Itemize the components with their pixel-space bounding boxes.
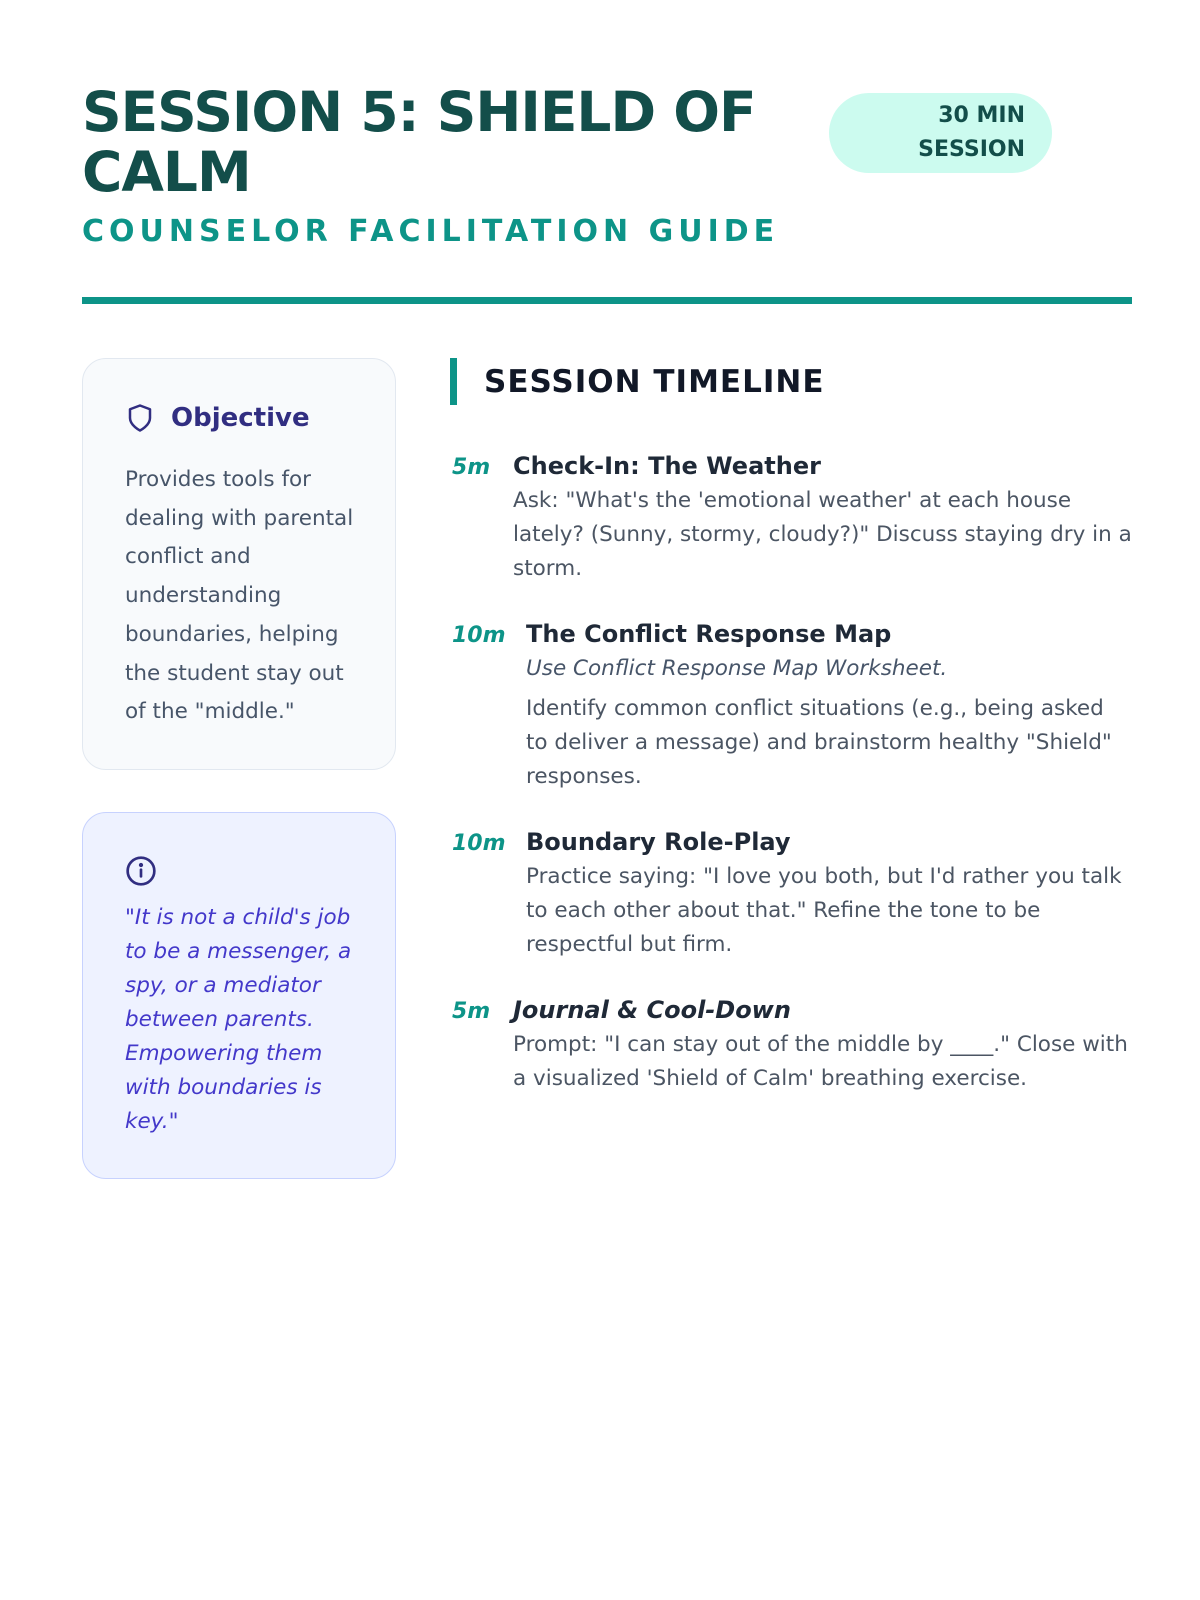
- timeline: [452, 448, 1132, 1126]
- page-subtitle: COUNSELOR FACILITATION GUIDE: [82, 214, 780, 249]
- timeline-description: Practice saying: "I love you both, but I'd rather you talk to each other about that." Refine the tone to be respectful but firm.: [526, 864, 1122, 957]
- timeline-time: 10m: [452, 831, 506, 856]
- timeline-title: Journal & Cool-Down: [513, 996, 791, 1024]
- timeline-note: Use Conflict Response Map Worksheet.: [526, 656, 948, 681]
- timeline-heading: [450, 358, 825, 405]
- timeline-body: [513, 992, 1132, 1096]
- timeline-body: [526, 824, 1132, 962]
- timeline-title: Check-In: The Weather: [513, 452, 821, 480]
- duration-value: 30 MIN: [938, 103, 1025, 128]
- info-icon: [125, 855, 157, 887]
- page-title: SESSION 5: SHIELD OF CALM: [82, 80, 756, 204]
- timeline-item: [452, 824, 1132, 962]
- timeline-body: [513, 448, 1132, 586]
- timeline-title: SESSION TIMELINE: [484, 363, 825, 400]
- objective-text: Provides tools for dealing with parental conflict and understanding boundaries, helping the student stay out of the "middle.": [125, 467, 354, 725]
- objective-header: [125, 401, 371, 435]
- timeline-time: 5m: [452, 455, 491, 480]
- timeline-time: 10m: [452, 623, 506, 648]
- header-divider: [82, 297, 1132, 304]
- timeline-item: [452, 616, 1132, 794]
- timeline-title: The Conflict Response Map: [526, 620, 892, 648]
- timeline-item: [452, 992, 1132, 1096]
- duration-badge: [829, 93, 1052, 173]
- objective-title: Objective: [171, 403, 310, 433]
- quote-card: [82, 812, 396, 1179]
- timeline-item: [452, 448, 1132, 586]
- timeline-body: [526, 616, 1132, 794]
- quote-text: "It is not a child's job to be a messenger, a spy, or a mediator between parents. Empowering them with boundaries is key.": [125, 905, 352, 1134]
- duration-label: SESSION: [918, 137, 1025, 162]
- objective-card: [82, 358, 396, 770]
- timeline-title: Boundary Role-Play: [526, 828, 791, 856]
- timeline-description: Identify common conflict situations (e.g., being asked to deliver a message) and brainstorm healthy "Shield" responses.: [526, 696, 1112, 789]
- timeline-description: Prompt: "I can stay out of the middle by ____." Close with a visualized 'Shield of Calm' breathing exercise.: [513, 1032, 1128, 1091]
- timeline-description: Ask: "What's the 'emotional weather' at each house lately? (Sunny, stormy, cloudy?)" Discuss staying dry in a storm.: [513, 488, 1132, 581]
- shield-icon: [125, 403, 155, 433]
- timeline-time: 5m: [452, 999, 491, 1024]
